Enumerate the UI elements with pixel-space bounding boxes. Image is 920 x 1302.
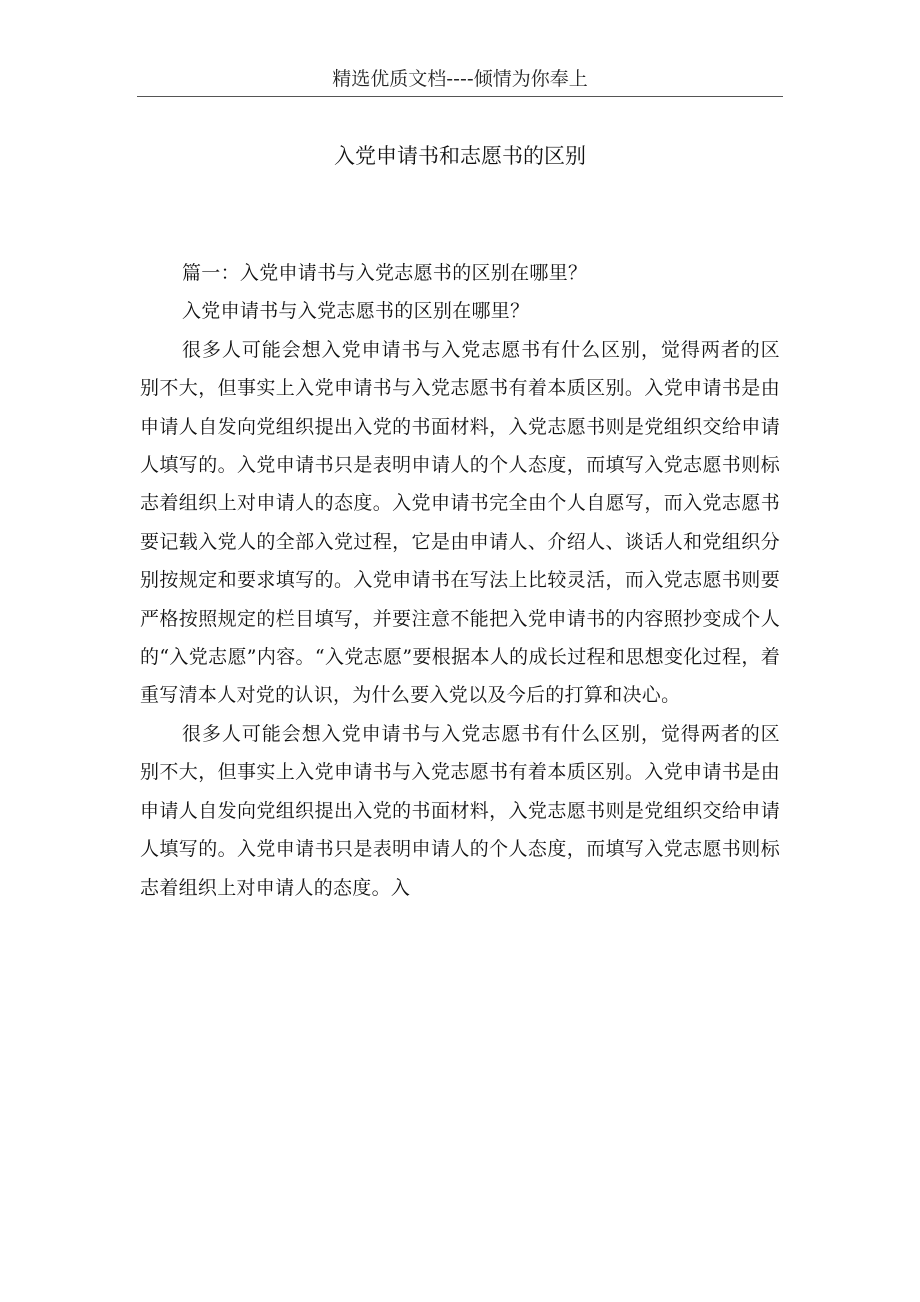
document-title: 入党申请书和志愿书的区别 [334, 144, 586, 168]
body-paragraph-1: 很多人可能会想入党申请书与入党志愿书有什么区别，觉得两者的区别不大，但事实上入党申请书与入党志愿书有着本质区别。入党申请书是由申请人自发向党组织提出入党的书面材料，入党志愿书则是党组织交给申请人填写的。入党申请书只是表明申请人的个人态度，而填写入党志愿书则标志着组织上对申请人的态度。入党申请书完全由个人自愿写，而入党志愿书要记载入党人的全部入党过程，它是由申请人、介绍人、谈话人和党组织分别按规定和要求填写的。入党申请书在写法上比较灵活，而入党志愿书则要严格按照规定的栏目填写，并要注意不能把入党申请书的内容照抄变成个人的“入党志愿”内容。“入党志愿”要根据本人的成长过程和思想变化过程，着重写清本人对党的认识，为什么要入党以及今后的打算和决心。 [140, 338, 780, 707]
running-header: 精选优质文档----倾情为你奉上 [137, 62, 783, 97]
sub-heading: 入党申请书与入党志愿书的区别在哪里？ [182, 300, 530, 323]
section-heading: 篇一：入党申请书与入党志愿书的区别在哪里？ [182, 262, 588, 284]
document-body [140, 254, 780, 907]
body-paragraph-2: 很多人可能会想入党申请书与入党志愿书有什么区别，觉得两者的区别不大，但事实上入党申请书与入党志愿书有着本质区别。入党申请书是由申请人自发向党组织提出入党的书面材料，入党志愿书则是党组织交给申请人填写的。入党申请书只是表明申请人的个人态度，而填写入党志愿书则标志着组织上对申请人的态度。入 [140, 722, 780, 899]
